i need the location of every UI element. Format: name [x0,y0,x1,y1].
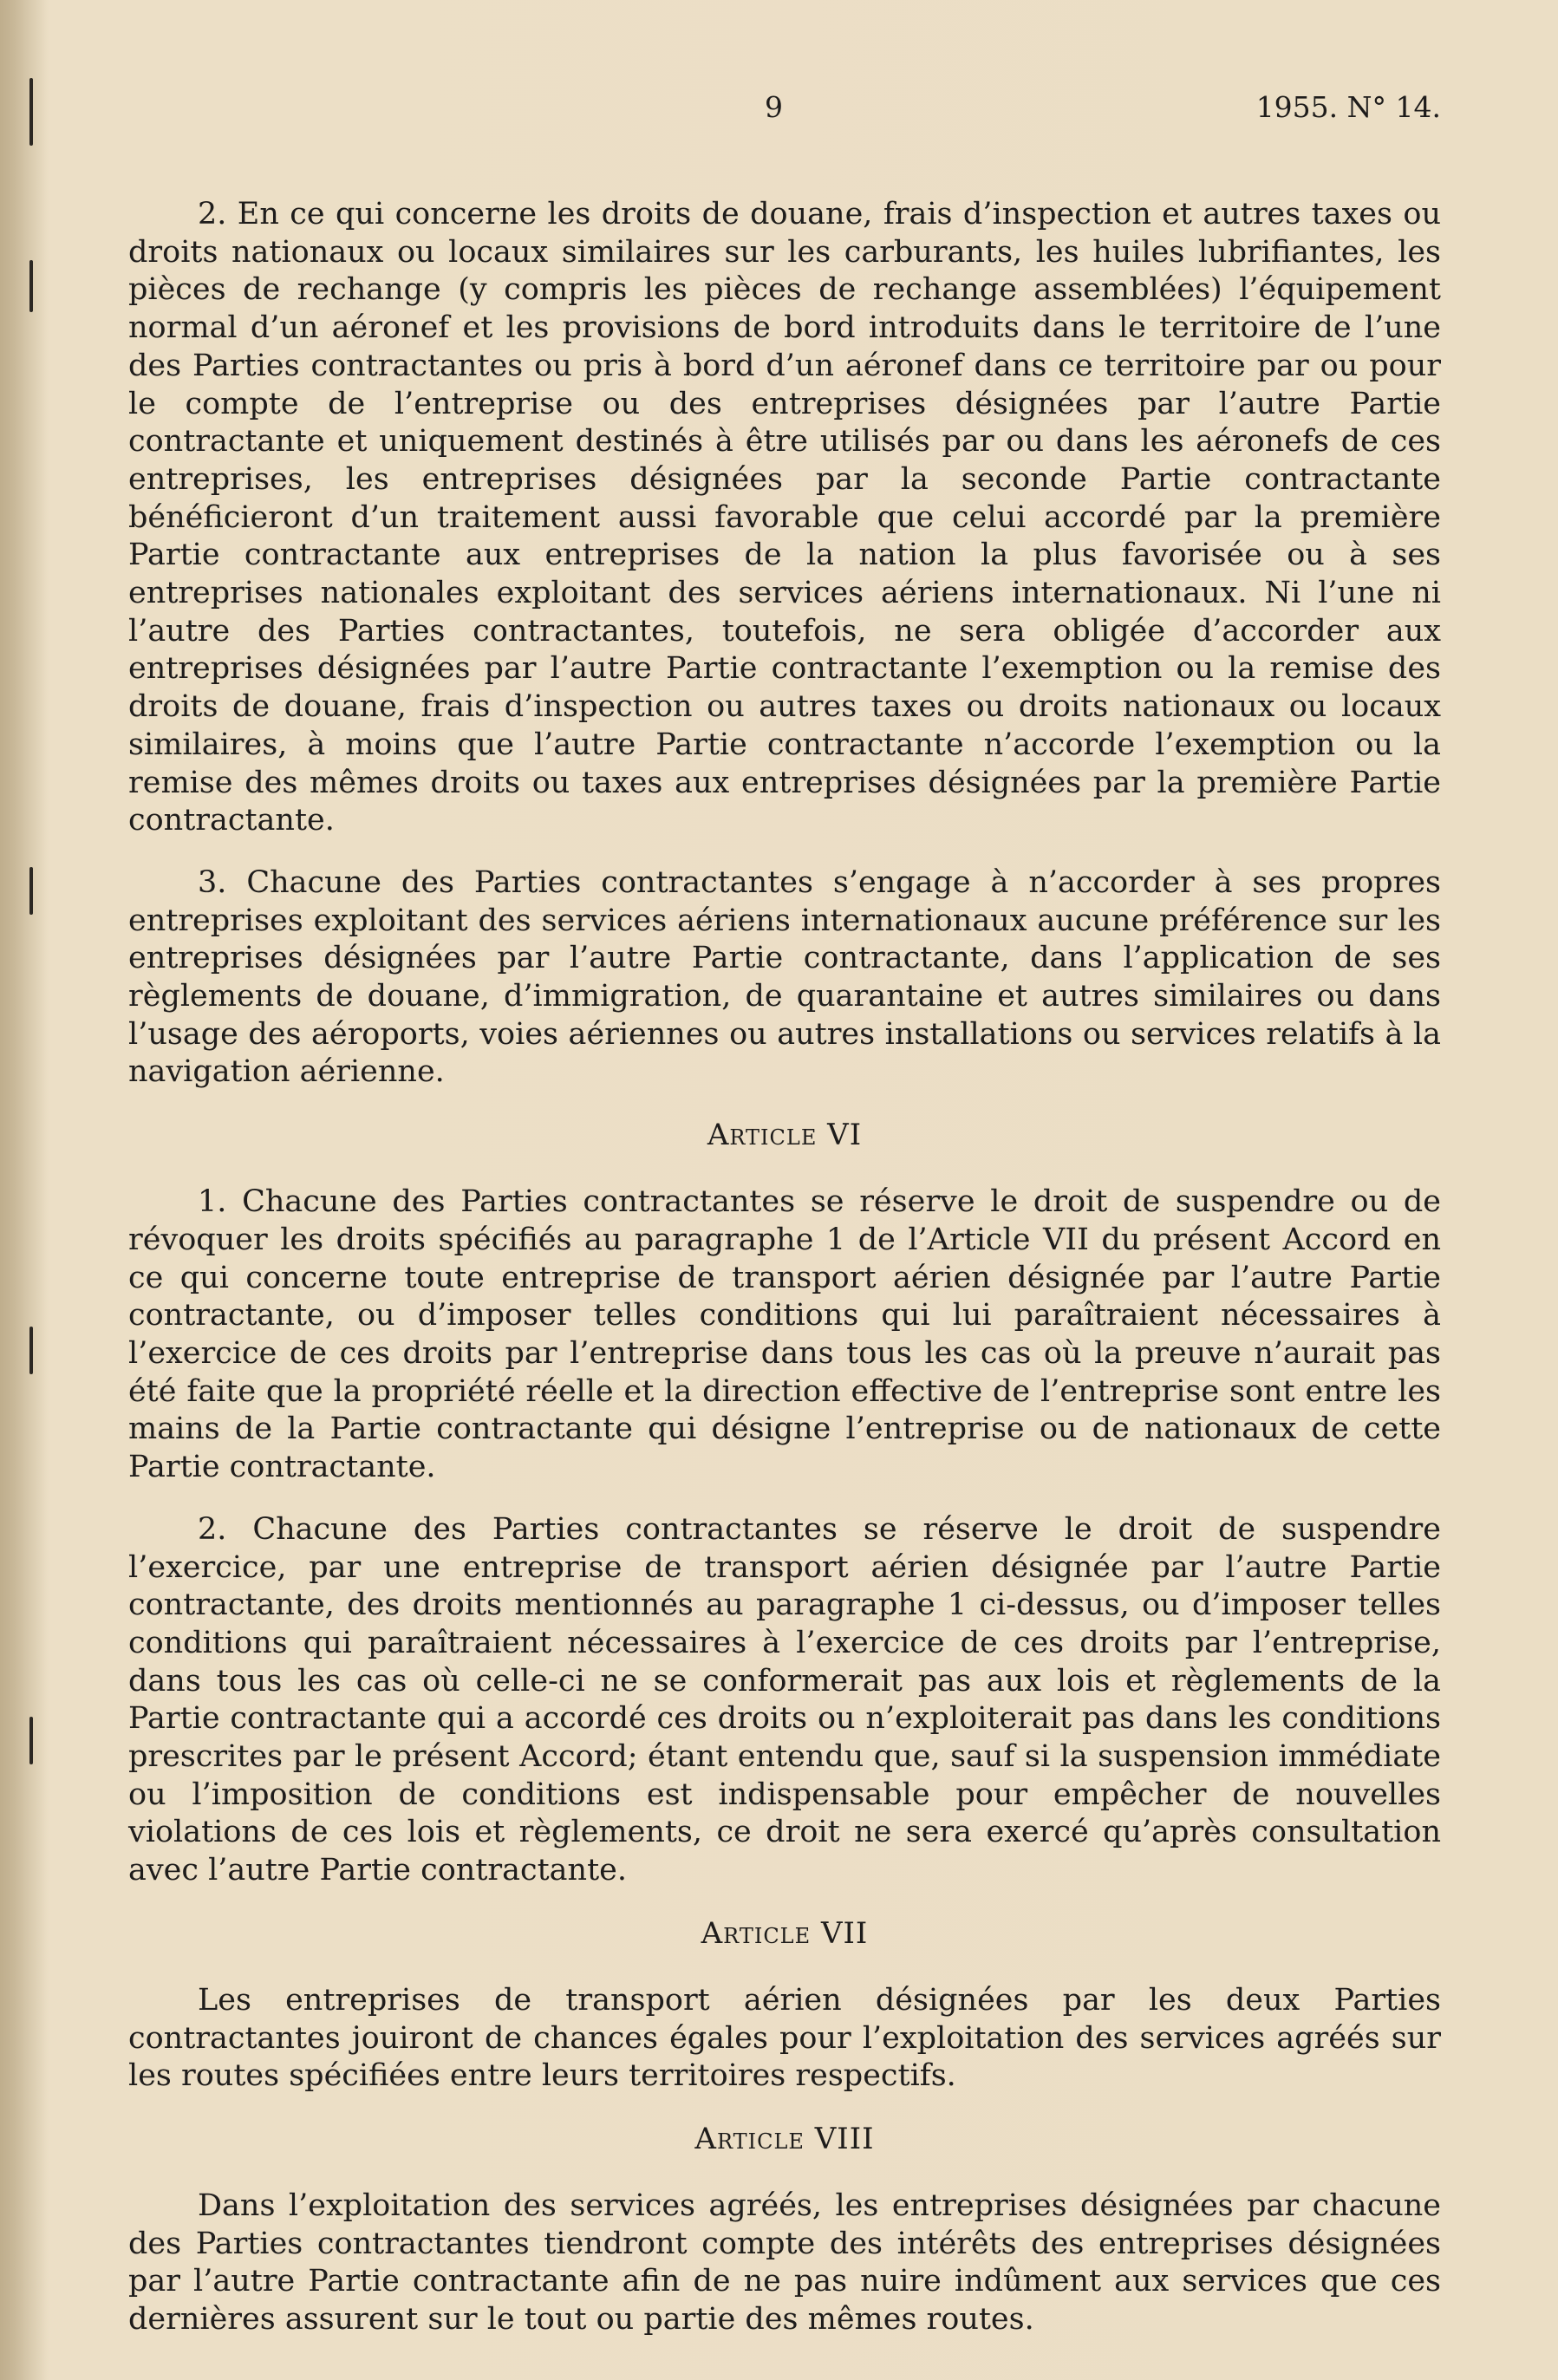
paragraph: 3. Chacune des Parties contractantes s’engage à n’accorder à ses propres entreprises exploitant des services aériens internationaux aucune préférence sur les entreprises désignées par l’autre Partie contractante, dans l’application de ses règlements de douane, d’immigration, de quarantaine et autres similaires ou dans l’usage des aéroports, voies aériennes ou autres installations ou services relatifs à la navigation aérienne. [128,864,1441,1090]
article-heading: Article VII [701,1915,869,1951]
year-and-number: 1955. N° 14. [1255,90,1441,124]
article-heading: Article VIII [694,2121,875,2156]
paragraph: 2. Chacune des Parties contractantes se réserve le droit de suspendre l’exercice, par une entreprise de transport aérien désignée par l’autre Partie contractante, des droits mentionnés au paragraphe 1 ci-dessus, ou d’imposer telles conditions qui paraîtraient nécessaires à l’exercice de ces droits par l’entreprise, dans tous les cas où celle-ci ne se conformerait pas aux lois et règlements de la Partie contractante qui a accordé ces droits ou n’exploiterait pas dans les conditions prescrites par le présent Accord; étant entendu que, sauf si la suspension immédiate ou l’imposition de conditions est indispensable pour empêcher de nouvelles violations de ces lois et règlements, ce droit ne sera exercé qu’après consultation avec l’autre Partie contractante. [128,1511,1441,1888]
paragraph: Les entreprises de transport aérien désignées par les deux Parties contractantes jouiront de chances égales pour l’exploitation des services agréés sur les routes spécifiées entre leurs territoires respectifs. [128,1982,1441,2094]
paragraph: 1. Chacune des Parties contractantes se réserve le droit de suspendre ou de révoquer les droits spécifiés au paragraphe 1 de l’Article VII du présent Accord en ce qui concerne toute entreprise de transport aérien désignée par l’autre Partie contractante, ou d’imposer telles conditions qui lui paraîtraient nécessaires à l’exercice de ces droits par l’entreprise dans tous les cas où la preuve n’aurait pas été faite que la propriété réelle et la direction effective de l’entreprise sont entre les mains de la Partie contractante qui désigne l’entreprise ou de nationaux de cette Partie contractante. [128,1184,1441,1485]
paragraph: 2. En ce qui concerne les droits de douane, frais d’inspection et autres taxes ou droits nationaux ou locaux similaires sur les carburants, les huiles lubrifiantes, les pièces de rechange (y compris les pièces de rechange assemblées) l’équipement normal d’un aéronef et les provisions de bord introduits dans le territoire de l’une des Parties contractantes ou pris à bord d’un aéronef dans ce territoire par ou pour le compte de l’entreprise ou des entreprises désignées par l’autre Partie contractante et uniquement destinés à être utilisés par ou dans les aéronefs de ces entreprises, les entreprises désignées par la seconde Partie contractante bénéficieront d’un traitement aussi favorable que celui accordé par la première Partie contractante aux entreprises de la nation la plus favorisée ou à ses entreprises nationales exploitant des services aériens internationaux. Ni l’une ni l’autre des Parties contractantes, toutefois, ne sera obligée d’accorder aux entreprises désignées par l’autre Partie contractante l’exemption ou la remise des droits de douane, frais d’inspection ou autres taxes ou droits nationaux ou locaux similaires, à moins que l’autre Partie contractante n’accorde l’exemption ou la remise des mêmes droits ou taxes aux entreprises désignées par la première Partie contractante. [128,197,1441,838]
paragraph: Dans l’exploitation des services agréés, les entreprises désignées par chacune des Parties contractantes tiendront compte des intérêts des entreprises désignées par l’autre Partie contractante afin de ne pas nuire indûment aux services que ces dernières assurent sur le tout ou partie des mêmes routes. [128,2188,1441,2338]
article-heading: Article VI [707,1118,863,1153]
page-content [128,83,1441,2364]
margin-mark [29,260,33,312]
page-number: 9 [765,90,783,124]
margin-mark [29,867,33,915]
running-header [128,83,1441,135]
margin-mark [29,1327,33,1374]
margin-mark [29,1717,33,1764]
margin-mark [29,78,33,146]
binding-shadow [0,0,48,2380]
